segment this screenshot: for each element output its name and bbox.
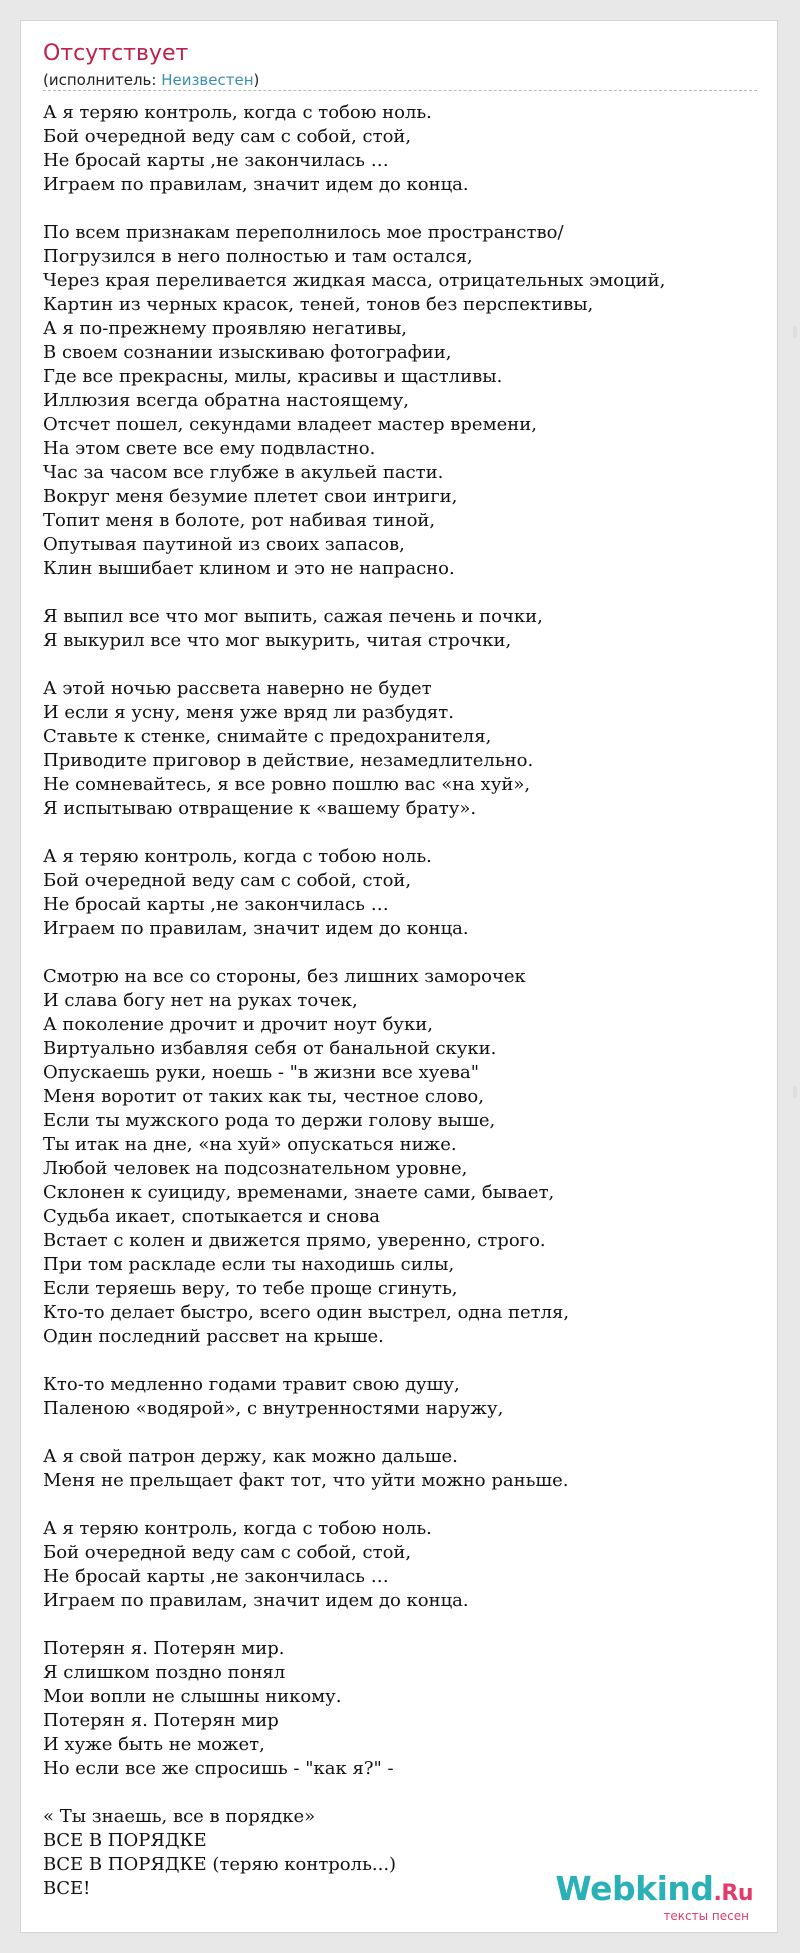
scroll-edge-mark (793, 1086, 797, 1098)
lyrics-card (20, 20, 778, 1933)
artist-link[interactable]: Неизвестен (161, 71, 254, 89)
logo-wordmark (555, 1871, 753, 1912)
logo-name: Webkind (555, 1869, 714, 1908)
scroll-edge-mark (793, 326, 797, 338)
logo-tld: .Ru (713, 1881, 753, 1906)
byline-prefix: (исполнитель: (43, 71, 162, 89)
byline-suffix: ) (253, 71, 260, 89)
song-title: Отсутствует (43, 41, 189, 66)
lyrics-text: А я теряю контроль, когда с тобою ноль. Бой очередной веду сам с собой, стой, Не бросай карты ,не закончилась … Играем по правилам, значит идем до конца. По всем признакам переполнилось мое пространство/ Погрузился в него полностью и там остался, Через края переливается жидкая масса, отрицательных эмоций, Картин из черных красок, теней, тонов без перспективы, А я по-прежнему проявляю негативы, В своем сознании изыскиваю фотографии, Где все прекрасны, милы, красивы и щастливы. Иллюзия всегда обратна настоящему, Отсчет пошел, секундами владеет мастер времени, На этом свете все ему подвластно. Час за часом все глубже в акульей пасти. Вокруг меня безумие плетет свои интриги, Топит меня в болоте, рот набивая тиной, Опутывая паутиной из своих запасов, Клин вышибает клином и это не напрасно. Я выпил все что мог выпить, сажая печень и почки, Я выкурил все что мог выкурить, читая строчки, А этой ночью рассвета наверно не будет И если я усну, меня уже вряд ли разбудят. Ставьте к стенке, снимайте с предохранителя, Приводите приговор в действие, незамедлительно. Не сомневайтесь, я все ровно пошлю вас «на хуй», Я испытываю отвращение к «вашему брату». А я теряю контроль, когда с тобою ноль. Бой очередной веду сам с собой, стой, Не бросай карты ,не закончилась … Играем по правилам, значит идем до конца. Смотрю на все со стороны, без лишних заморочек И слава богу нет на руках точек, А поколение дрочит и дрочит ноут буки, Виртуально избавляя себя от банальной скуки. Опускаешь руки, ноешь - "в жизни все хуева" Меня воротит от таких как ты, честное слово, Если ты мужского рода то держи голову выше, Ты итак на дне, «на хуй» опускаться ниже. Любой человек на подсознательном уровне, Склонен к суициду, временами, знаете сами, бывает, Судьба икает, спотыкается и снова Встает с колен и движется прямо, уверенно, строго. При том раскладе если ты находишь силы, Если теряешь веру, то тебе проще сгинуть, Кто-то делает быстро, всего один выстрел, одна петля, Один последний рассвет на крыше. Кто-то медленно годами травит свою душу, Паленою «водярой», с внутренностями наружу, А я свой патрон держу, как можно дальше. Меня не прельщает факт тот, что уйти можно раньше. А я теряю контроль, когда с тобою ноль. Бой очередной веду сам с собой, стой, Не бросай карты ,не закончилась … Играем по правилам, значит идем до конца. Потерян я. Потерян мир. Я слишком поздно понял Мои вопли не слышны никому. Потерян я. Потерян мир И хуже быть не может, Но если все же спросишь - "как я?" - « Ты знаешь, все в порядке» ВСЕ В ПОРЯДКЕ ВСЕ В ПОРЯДКЕ (теряю контроль...) ВСЕ! (43, 102, 666, 1899)
artist-byline (43, 71, 757, 91)
site-logo[interactable] (555, 1871, 753, 1922)
logo-tagline: тексты песен (663, 1909, 749, 1923)
